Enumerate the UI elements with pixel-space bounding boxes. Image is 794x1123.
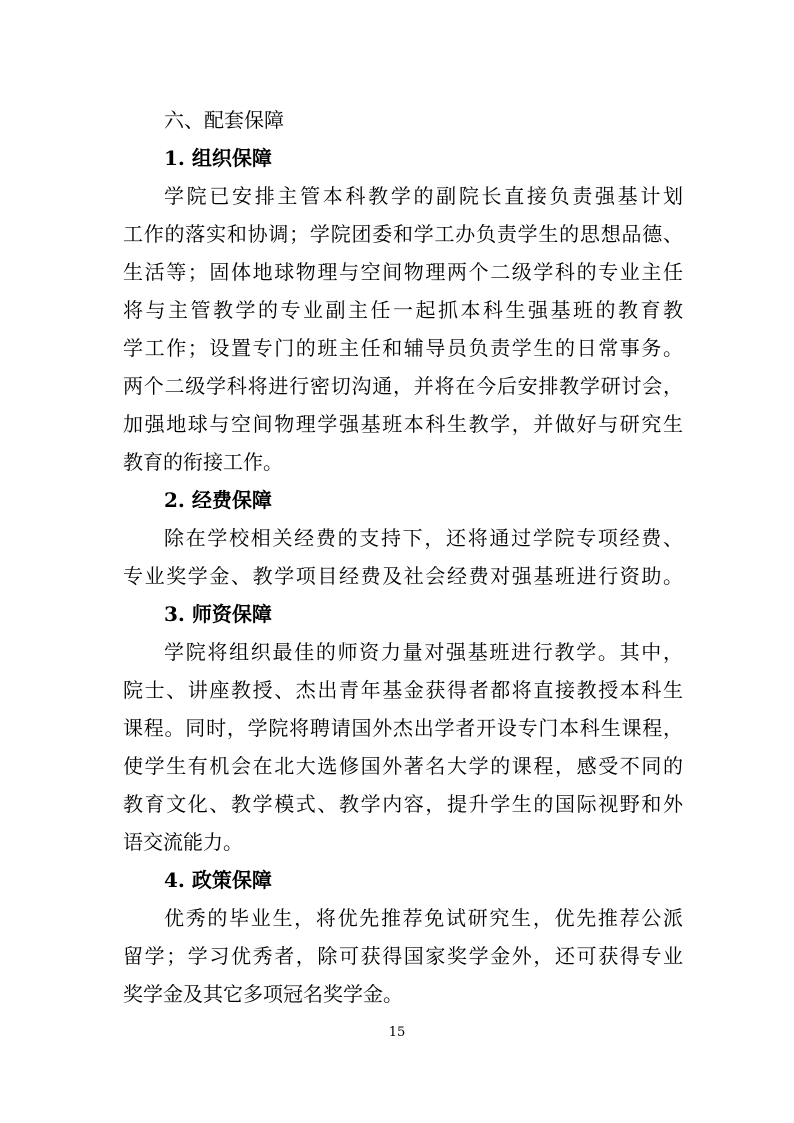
paragraph-line: 专业奖学金、教学项目经费及社会经费对强基班进行资助。 (123, 564, 683, 588)
paragraph-line: 教育的衔接工作。 (123, 450, 283, 474)
paragraph-line: 院士、讲座教授、杰出青年基金获得者都将直接教授本科生 (123, 678, 683, 702)
subsection-heading-organization: 1. 组织保障 (164, 146, 272, 170)
paragraph-line: 奖学金及其它多项冠名奖学金。 (123, 982, 403, 1006)
paragraph-line: 优秀的毕业生，将优先推荐免试研究生，优先推荐公派 (164, 906, 683, 930)
paragraph-line: 使学生有机会在北大选修国外著名大学的课程，感受不同的 (123, 754, 683, 778)
paragraph-line: 生活等；固体地球物理与空间物理两个二级学科的专业主任 (123, 260, 683, 284)
paragraph-line: 将与主管教学的专业副主任一起抓本科生强基班的教育教 (123, 298, 683, 322)
paragraph-line: 课程。同时，学院将聘请国外杰出学者开设专门本科生课程， (123, 716, 683, 740)
paragraph-line: 留学；学习优秀者，除可获得国家奖学金外，还可获得专业 (123, 944, 683, 968)
section-title: 六、配套保障 (164, 108, 284, 132)
paragraph-line: 学院已安排主管本科教学的副院长直接负责强基计划 (164, 184, 683, 208)
paragraph-line: 学院将组织最佳的师资力量对强基班进行教学。其中， (164, 640, 683, 664)
paragraph-line: 学工作；设置专门的班主任和辅导员负责学生的日常事务。 (123, 336, 683, 360)
paragraph-line: 两个二级学科将进行密切沟通，并将在今后安排教学研讨会， (123, 374, 683, 398)
subsection-heading-policy: 4. 政策保障 (164, 868, 272, 892)
paragraph-line: 教育文化、教学模式、教学内容，提升学生的国际视野和外 (123, 792, 683, 816)
paragraph-line: 语交流能力。 (123, 830, 243, 854)
subsection-heading-funding: 2. 经费保障 (164, 488, 272, 512)
paragraph-line: 工作的落实和协调；学院团委和学工办负责学生的思想品德、 (123, 222, 683, 246)
subsection-heading-faculty: 3. 师资保障 (164, 602, 272, 626)
paragraph-line: 加强地球与空间物理学强基班本科生教学，并做好与研究生 (123, 412, 683, 436)
paragraph-line: 除在学校相关经费的支持下，还将通过学院专项经费、 (164, 526, 683, 550)
page-number: 15 (388, 1025, 406, 1040)
